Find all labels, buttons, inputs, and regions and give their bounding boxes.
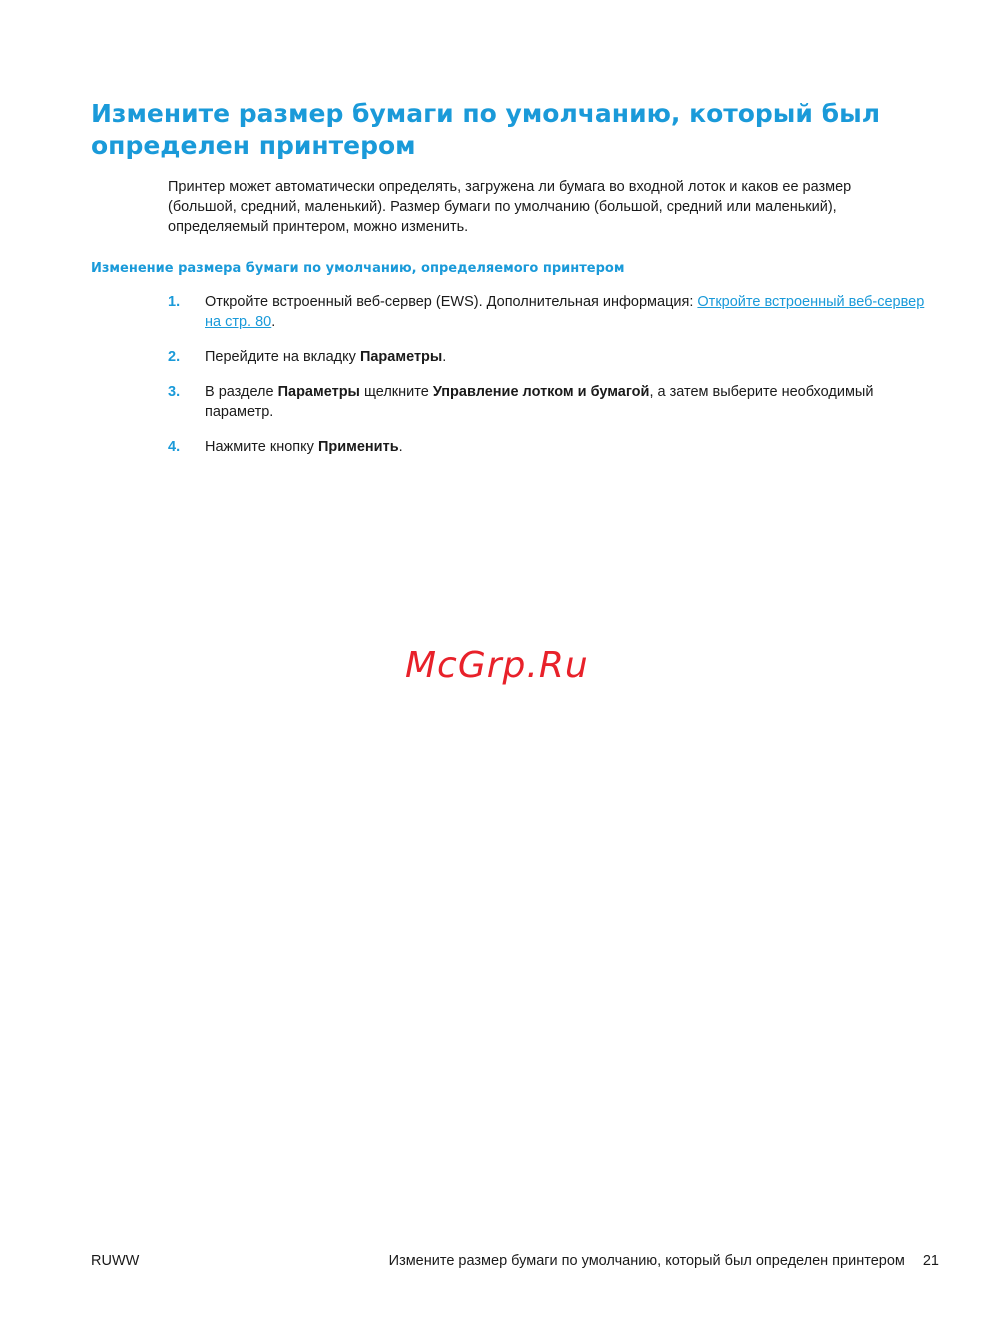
step-text: В разделе bbox=[205, 384, 278, 400]
step-item bbox=[168, 347, 928, 367]
step-text: Откройте встроенный веб-сервер (EWS). Дополнительная информация: bbox=[205, 294, 698, 310]
step-bold-term: Параметры bbox=[277, 384, 360, 400]
step-bold-term: Применить bbox=[317, 439, 399, 455]
steps-list bbox=[168, 292, 928, 472]
step-text-end: , а затем выберите необходимый параметр. bbox=[205, 384, 874, 420]
step-number: 4. bbox=[168, 439, 181, 455]
section-subheading: Изменение размера бумаги по умолчанию, определяемого принтером bbox=[91, 261, 625, 276]
intro-paragraph: Принтер может автоматически определять, загружена ли бумага во входной лоток и каков ее размер (большой, средний, маленький). Размер бумаги по умолчанию (большой, средний или маленький), определяемый принтером, можно изменить. bbox=[168, 179, 852, 235]
footer-locale: RUWW bbox=[91, 1253, 140, 1269]
step-text: Перейдите на вкладку bbox=[205, 349, 360, 365]
footer-page-number: 21 bbox=[922, 1253, 939, 1269]
step-text-middle: щелкните bbox=[359, 384, 433, 400]
step-item bbox=[168, 437, 928, 457]
step-text-end: . bbox=[398, 439, 403, 455]
step-number: 3. bbox=[168, 384, 181, 400]
step-text: Нажмите кнопку bbox=[205, 439, 318, 455]
footer-running-title bbox=[389, 1252, 939, 1270]
page-title: Измените размер бумаги по умолчанию, который был определен принтером bbox=[91, 99, 881, 160]
watermark: McGrp.Ru bbox=[405, 645, 589, 686]
step-bold-term-2: Управление лотком и бумагой bbox=[432, 384, 650, 400]
step-text-end: . bbox=[442, 349, 447, 365]
step-number: 1. bbox=[168, 294, 181, 310]
step-text-end: . bbox=[271, 314, 276, 330]
step-bold-term: Параметры bbox=[359, 349, 443, 365]
step-number: 2. bbox=[168, 349, 181, 365]
step-item bbox=[168, 382, 928, 422]
ews-page-link[interactable]: Откройте встроенный веб-сервер на стр. 80 bbox=[205, 294, 925, 330]
step-item bbox=[168, 292, 928, 332]
footer-title-text: Измените размер бумаги по умолчанию, который был определен принтером bbox=[388, 1253, 905, 1269]
